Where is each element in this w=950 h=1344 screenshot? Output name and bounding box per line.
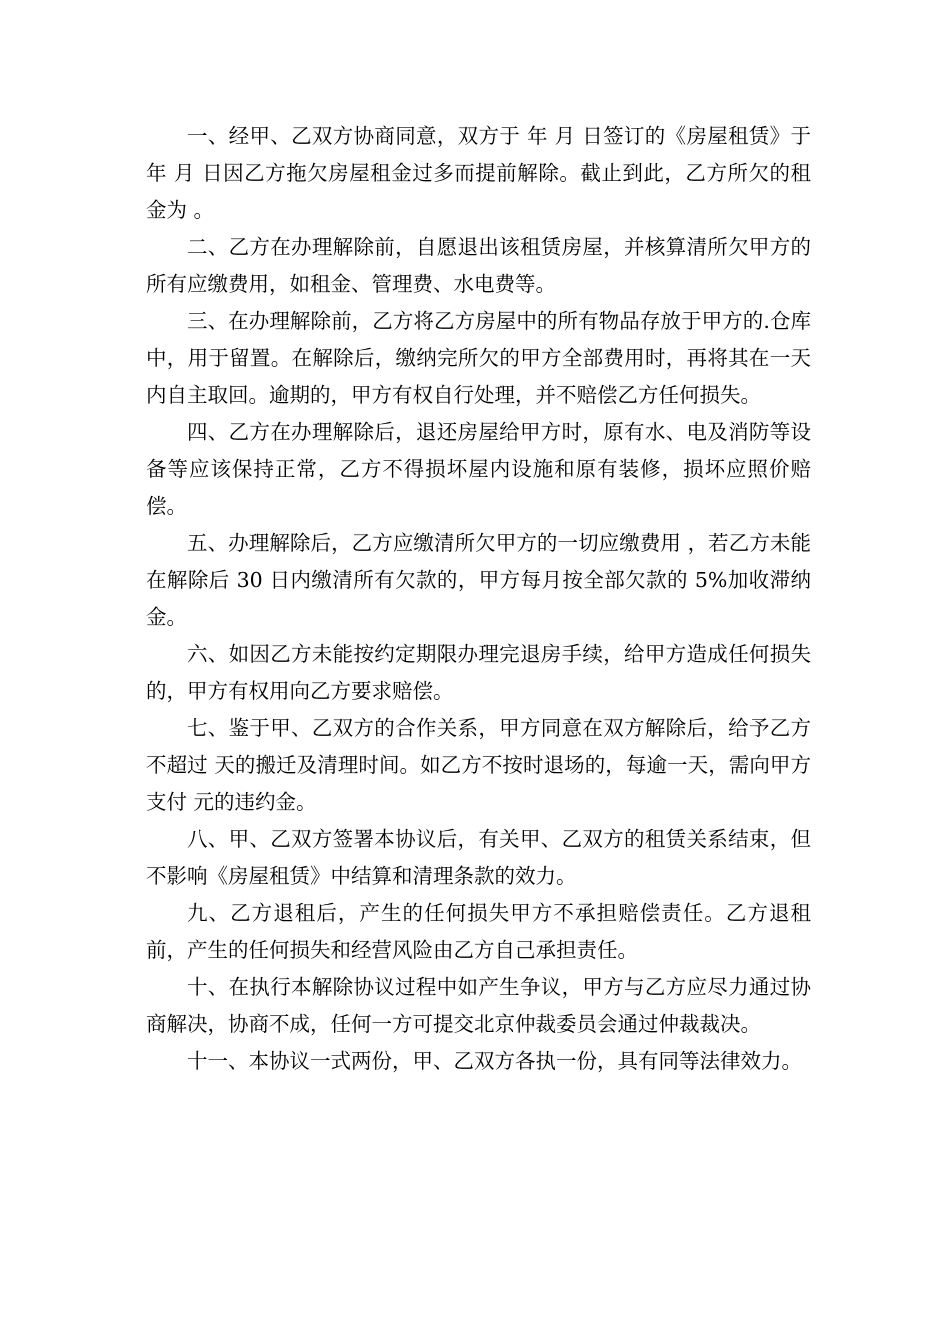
clause-3: 三、在办理解除前，乙方将乙方房屋中的所有物品存放于甲方的.仓库中，用于留置。在解除后，缴纳完所欠的甲方全部费用时，再将其在一天内自主取回。逾期的，甲方有权自行处理，并不赔偿乙方任何损失。 xyxy=(146,309,811,407)
document-body xyxy=(146,118,811,1080)
clause-11: 十一、本协议一式两份，甲、乙双方各执一份，具有同等法律效力。 xyxy=(187,1049,802,1073)
clause-5: 五、办理解除后，乙方应缴清所欠甲方的一切应缴费用 ，若乙方未能在解除后 30 日内缴清所有欠款的，甲方每月按全部欠款的 5%加收滞纳金。 xyxy=(146,531,811,629)
clause-6: 六、如因乙方未能按约定期限办理完退房手续，给甲方造成任何损失的，甲方有权用向乙方要求赔偿。 xyxy=(146,642,811,703)
clause-2: 二、乙方在办理解除前，自愿退出该租赁房屋，并核算清所欠甲方的所有应缴费用，如租金、管理费、水电费等。 xyxy=(146,235,811,296)
clause-1: 一、经甲、乙双方协商同意，双方于 年 月 日签订的《房屋租赁》于 年 月 日因乙方拖欠房屋租金过多而提前解除。截止到此，乙方所欠的租金为 。 xyxy=(146,124,811,222)
clause-4: 四、乙方在办理解除后，退还房屋给甲方时，原有水、电及消防等设备等应该保持正常，乙方不得损坏屋内设施和原有装修，损坏应照价赔偿。 xyxy=(146,420,811,518)
clause-8: 八、甲、乙双方签署本协议后，有关甲、乙双方的租赁关系结束，但不影响《房屋租赁》中结算和清理条款的效力。 xyxy=(146,827,811,888)
clause-10: 十、在执行本解除协议过程中如产生争议，甲方与乙方应尽力通过协商解决，协商不成，任何一方可提交北京仲裁委员会通过仲裁裁决。 xyxy=(146,975,811,1036)
clause-7: 七、鉴于甲、乙双方的合作关系，甲方同意在双方解除后，给予乙方不超过 天的搬迁及清理时间。如乙方不按时退场的，每逾一天，需向甲方支付 元的违约金。 xyxy=(146,716,811,814)
clause-9: 九、乙方退租后，产生的任何损失甲方不承担赔偿责任。乙方退租前，产生的任何损失和经营风险由乙方自己承担责任。 xyxy=(146,901,811,962)
